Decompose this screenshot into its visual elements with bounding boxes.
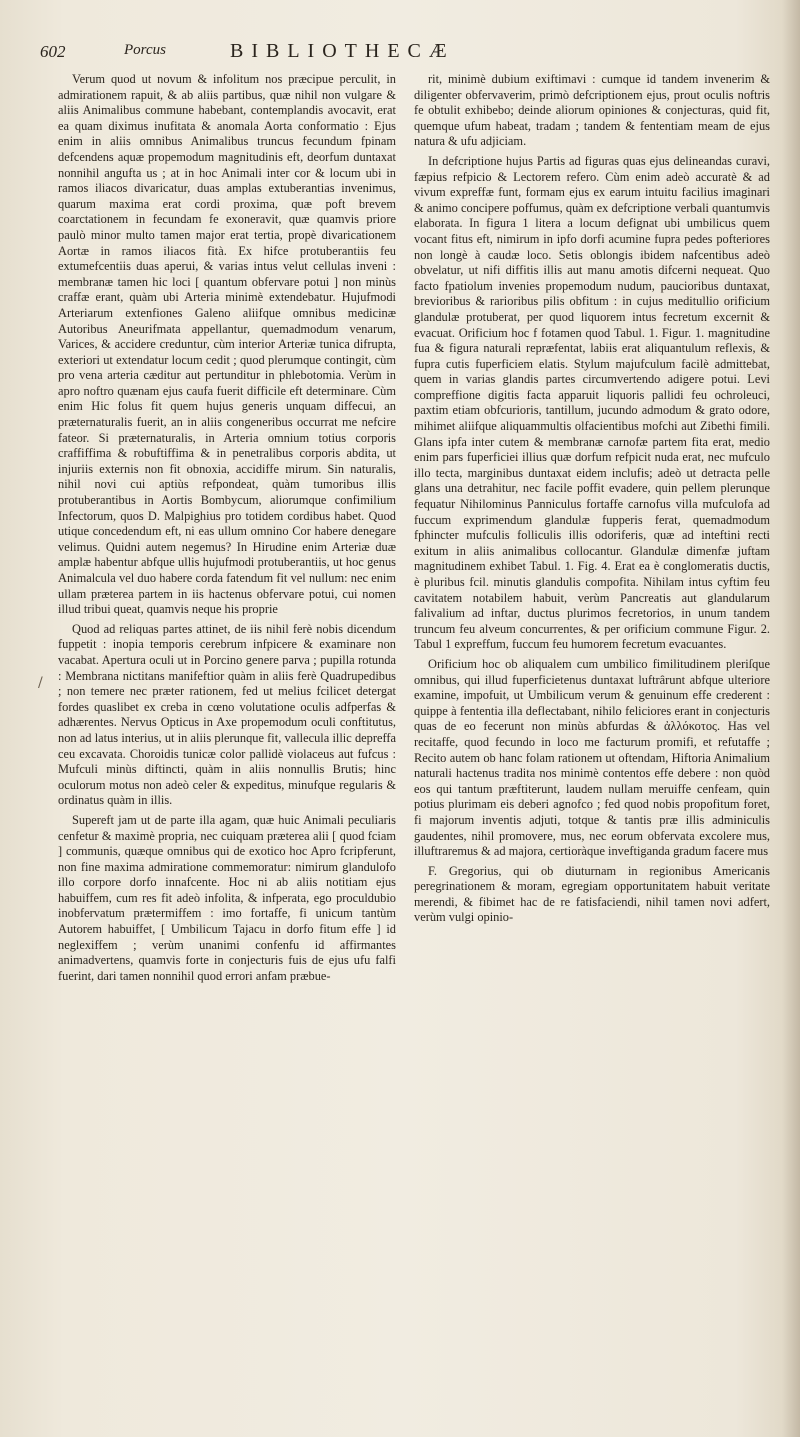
running-head: Porcus [124,42,166,58]
paragraph: Orificium hoc ob aliqualem cum umbilico fimilitudinem pleriſque omnibus, qui illud fuperficietenus duntaxat luftrârunt abfque ulteriore examine, impofuit, ut Umbilicum verum & genuinum effe crederent : quippe à fententia illa deflectabant, nihilo feliciores erant in conjecturis quas de eo fecerunt non minùs abfurdas & ἀλλόκοτος. Has vel recitaffe, quod fecundo in loco me facturum promifi, et refutaffe ; Recito autem ob hanc folam rationem ut oftendam, Hiftoria Animalium naturali hactenus tradita nos minimè contentos effe debere : non quòd eos qui tantum præftiterunt, laudem nullam meruiffe cenfeam, quin potius plurimam eis deberi agnofco ; fed quod nobis propofitum foret, fi majorum inventis adjuti, totque & tantis præ illis adminiculis gaudentes, nihil promovere, mus, nec eorum obfervata excolere mus, illuftraremus & ad majora, certioràque inveftiganda gradum facere mus [414,656,770,859]
page-title: BIBLIOTHECÆ [230,40,455,62]
right-column [414,72,770,1312]
page-edge-shadow [782,0,800,1437]
page-header [40,40,780,70]
paragraph: Quod ad reliquas partes attinet, de iis nihil ferè nobis dicendum fuppetit : inopia temporis cerebrum infpicere & examinare non vacabat. Apertura oculi ut in Porcino genere parva ; pupilla rotunda : Membrana nictitans manifeftior quàm in aliis ferè Quadrupedibus ; non temere nec præter rationem, fed ut melius fcilicet detergat fordes quaslibet ex creba in cœno volutatione oculis adfperfas & adhærentes. Nervus Opticus in Axe propemodum oculi conftitutus, non ad latus interius, ut in aliis plerunque fit, vallecula illic depreffa ceu excavata. Choroidis tunicæ color pallidè violaceus aut fufcus : Mufculi minùs diftincti, quàm in aliis nonnullis Brutis; hinc oculorum motus non adeò celer & expeditus, minufque regularis & ordinatus quàm in illis. [58,621,396,808]
paragraph: F. Gregorius, qui ob diuturnam in regionibus Americanis peregrinationem & moram, egregiam opportunitatem habuit veritate merendi, & fibimet hac de re fatisfaciendi, nihil tamen novi adfert, verùm vulgi opinio- [414,863,770,925]
margin-mark-icon: / [38,675,43,691]
page-number: 602 [40,42,66,61]
left-column [58,72,396,1312]
paragraph: In defcriptione hujus Partis ad figuras quas ejus delineandas curavi, fæpius refpicio & Lectorem refero. Cùm enim adeò accuratè & ad vivum expreffæ funt, formam ejus ex earum intuitu facilius imaginari & animo concipere poffumus, quàm ex defcriptione verbali quantumvis elaborata. In figura 1 litera a locum defignat ubi umbilicus quem vocant fitus eft, nimirum in ipfo dorfi acumine fupra pedes pofteriores non longè à caudæ loco. Setis oblongis ibidem nafcentibus adeò obvelatur, ut nifi diffitis illis aut manu amotis difcerni nequeat. Quo facto fpatiolum invenies propemodum nudum, paucioribus duntaxat, brevioribus & rarioribus pilis obfitum : in cujus meditullio orificium glandulæ protuberat, per quod liquorem intus fecretum excernit & evacuat. Orificium hoc f fotamen quod Tabul. 1. Figur. 1. magnitudine fua & figura naturali repræfentat, labiis erat aliquantulum reflexis, & fupra cutis fuperficiem elatis. Stylum majufculum facilè admittebat, quem in varias glandis partes circumvertendo adigere potui. Levi compreffione digitis facta apparuit liquoris pallidi feu ochroleuci, paxtim etiam obfcurioris, tantillum, jucundo admodum & grato odore, mihimet aliifque aliquammultis olfacientibus mofchi aut Zibethi fimili. Glans ipfa inter cutem & membranæ carnofæ partem fita erat, medio enim pars fuperficiei illius quæ dorfum refpicit nuda erat, nec mufculo illo tecta, marginibus duntaxat eidem inclufis; adeò ut detracta pelle glans una detrahitur, nec facile poffit evadere, quin pellem plerunque fequatur Nihilominus Panniculus fortaffe carnofus villa mufculofa ad fuccum exprimendum glandulæ fupperis ferat, quemadmodum fphincter mufculis folliculis illis odoriferis, quæ ad inteftini recti exitum in aliis animalibus collocantur. Glandulæ dimenfæ juftam magnitudinem exhibet Tabul. 1. Fig. 4. Erat ea è conglomeratis ductis, è pluribus fcil. minutis glandulis compofita. Nihilam intus cyftim feu cavitatem notabilem habuit, verùm Pancreatis aut glandularum falivalium ad inftar, ductus plurimos fecretorios, in unum tandem truncum feu alveum concurrentes, & per orificium commune Figur. 2. Tabul 1 expreffum, fuccum feu humorem fecretum evacuantes. [414,153,770,652]
paragraph: Verum quod ut novum & infolitum nos præcipue perculit, in admirationem rapuit, & ab aliis partibus, quæ nihil non vulgare & aliis Animalibus commune habebant, contemplandis avocavit, erat ea quam diximus inufitata & anomala Aorta conformatio : Ejus enim in aliis omnibus Animalibus truncus fecundum fpinam defcendens aquæ propemodum magnitudinis eft, deorfum duntaxat nonnihil angufta us ; at in hoc Animali inter cor & locum ubi in ramos iliacos divaricatur, duas amplas extuberantias invenimus, quarum maxima erat cordi proxima, quæ poft brevem coarctationem in fecundam fe exoneravit, quæ quamvis priore paulò minor multo tamen major erat tertia, propè divaricationem Aortæ in ramos iliacos fità. Ex hifce protuberantiis feu extumefcentiis duas aperui, & varias intus velut cellulas inveni : membranæ tamen hic loci [ quantum obfervare potui ] non minùs craffæ erant, quàm ubi Arteria minimè extendebatur. Hujufmodi Arteriarum extenfiones Galeno aliifque omnibus medicinæ Autoribus Aneurifmata appellantur, quemadmodum venarum, Varices, & accidere creduntur, cùm interior Arteriæ tunica difrupta, exteriori ut extendatur locum cedit ; quod plerumque contingit, cùm pro vena arteria cæditur aut pertunditur in phlebotomia. Verùm in apro noftro quænam ejus caufa fuerit difficile eft determinare. Cùm enim Hic folus fit quem hujus generis unquam diffecui, an præternaturalis fuerit, an in aliis congeneribus occurrat me nefcire fateor. Si præternaturalis, in Arteria omnium totius corporis craffiffima & robuftiffima & in penetralibus corporis abdita, ut injuriis externis non fit obnoxia, accidiffe mirum. Sin naturalis, nihil novi cui aptiùs refpondeat, quàm tumoribus illis protuberantibus in Aortis Bombycum, aliorumque confimilium Infectorum, quos D. Malpighius pro totidem cordibus habet. Quod utique concedendum eft, ni eas ullum omnino Cor habere denegare velimus. Quidni autem negemus? In Hirudine enim Arteriæ duæ amplæ habentur abfque ullis hujufmodi protuberantiis, ut hoc genus Animalcula vel duo habere corda fatendum fit vel nullum: nec enim ullam præterea partem in iis hactenus obfervare potui, cui nomen illud tribui queat, quamvis neque his proprie [58,72,396,617]
paragraph: rit, minimè dubium exiftimavi : cumque id tandem invenerim & diligenter obfervaverim, primò defcriptionem ejus, prout oculis noftris fe obtulit exhibebo; deinde aliorum opiniones & conjecturas, quid fit, quemque ufum habeat, tradam ; tandem & fententiam meam de ejus natura & ufu adjiciam. [414,72,770,149]
paragraph: Supereft jam ut de parte illa agam, quæ huic Animali peculiaris cenfetur & maximè propria, nec cuiquam præterea alii [ quod fciam ] communis, quæque omnibus qui de exotico hoc Apro fcripferunt, non fine maxima admiratione commemoratur: nimirum glandulofo illo corpore dorfo innafcente. Hoc ni ab aliis notitiam ejus habuiffem, cum res fit adeò infolita, & infperata, ego proculdubio inobfervatum prætermiffem : imo fortaffe, fi unicum tantùm Autorem habuiffet, [ Umbilicum Tajacu in dorfo fitum effe ] id neglexiffem ; verùm unanimi confenfu id affirmantes animadvertens, quamvis forte in conjecturis fuis de ejus ufu falfi fuerint, dari tamen nonnihil quod errori anfam præbue- [58,812,396,983]
